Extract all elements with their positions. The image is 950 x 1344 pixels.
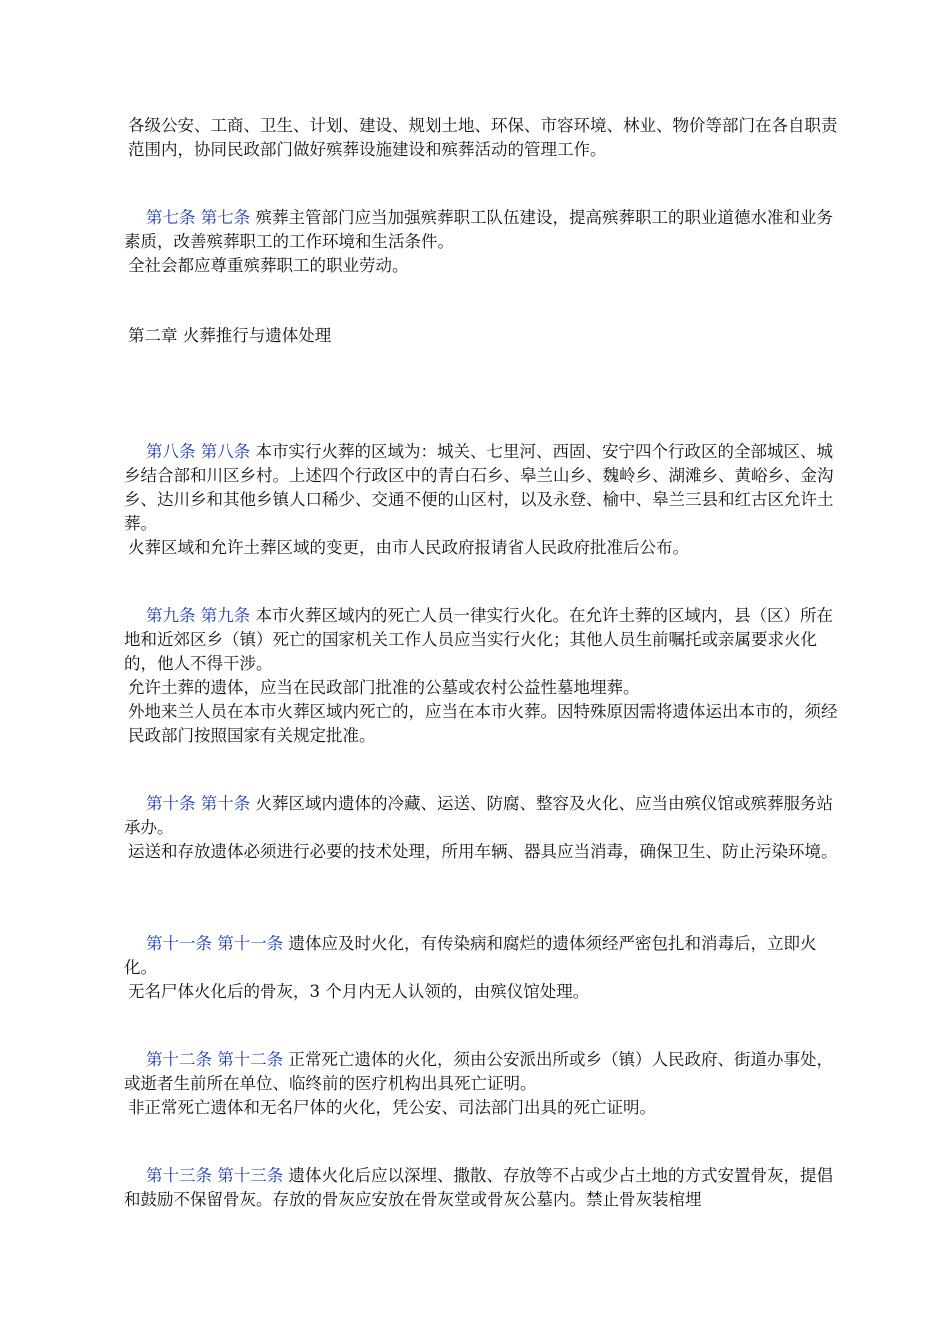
article-7-text: 殡葬主管部门应当加强殡葬职工队伍建设，提高殡葬职工的职业道德水准和业务素质，改善殡葬职工的工作环境和生活条件。 — [124, 208, 833, 251]
article-7-paragraph-2: 全社会都应尊重殡葬职工的职业劳动。 — [128, 256, 409, 275]
article-10-paragraph-2: 运送和存放遗体必须进行必要的技术处理，所用车辆、器具应当消毒，确保卫生、防止污染环境。 — [128, 842, 838, 861]
article-8-label-repeat: 第八条 — [200, 442, 251, 461]
article-13-text: 遗体火化后应以深埋、撒散、存放等不占或少占土地的方式安置骨灰，提倡和鼓励不保留骨灰。存放的骨灰应安放在骨灰堂或骨灰公墓内。禁止骨灰装棺埋 — [124, 1166, 833, 1209]
article-12 — [124, 1048, 836, 1096]
article-8 — [124, 440, 836, 536]
article-11-paragraph-2 — [124, 980, 840, 1004]
article-11-text: 遗体应及时火化，有传染病和腐烂的遗体须经严密包扎和消毒后，立即火化。 — [124, 934, 817, 977]
article-10-label: 第十条 — [146, 794, 196, 813]
article-7-label-repeat: 第七条 — [200, 208, 251, 227]
article-10-text: 火葬区域内遗体的冷藏、运送、防腐、整容及火化、应当由殡仪馆或殡葬服务站承办。 — [124, 794, 833, 837]
article-7-label: 第七条 — [146, 208, 196, 227]
paragraph-intro: 各级公安、工商、卫生、计划、建设、规划土地、环保、市容环境、林业、物价等部门在各自职责范围内，协同民政部门做好殡葬设施建设和殡葬活动的管理工作。 — [128, 116, 838, 159]
article-9-text: 本市火葬区域内的死亡人员一律实行火化。在允许土葬的区域内，县（区）所在地和近郊区乡（镇）死亡的国家机关工作人员应当实行火化；其他人员生前嘱托或亲属要求火化的，他人不得干涉。 — [124, 606, 833, 673]
article-8-paragraph-2: 火葬区域和允许土葬区域的变更，由市人民政府报请省人民政府批准后公布。 — [128, 538, 689, 557]
article-12-paragraph-2: 非正常死亡遗体和无名尸体的火化，凭公安、司法部门出具的死亡证明。 — [128, 1098, 656, 1117]
article-13-label: 第十三条 — [146, 1166, 212, 1185]
article-9 — [124, 604, 836, 676]
article-12-text: 正常死亡遗体的火化，须由公安派出所或乡（镇）人民政府、街道办事处，或逝者生前所在单位、临终前的医疗机构出具死亡证明。 — [124, 1050, 833, 1093]
article-7 — [124, 206, 836, 254]
article-9-paragraph-2: 允许土葬的遗体，应当在民政部门批准的公墓或农村公益性墓地埋葬。 — [128, 678, 640, 697]
article-11-label: 第十一条 — [146, 934, 212, 953]
article-11-p2-number: 3 — [309, 982, 320, 1001]
article-9-paragraph-3: 外地来兰人员在本市火葬区域内死亡的，应当在本市火葬。因特殊原因需将遗体运出本市的，须经民政部门按照国家有关规定批准。 — [128, 702, 838, 745]
article-13-label-repeat: 第十三条 — [217, 1166, 284, 1185]
article-13 — [124, 1164, 836, 1212]
chapter-heading: 第二章 火葬推行与遗体处理 — [128, 326, 332, 345]
article-11-p2-post: 个月内无人认领的，由殡仪馆处理。 — [325, 982, 590, 1001]
article-10 — [124, 792, 836, 840]
article-10-label-repeat: 第十条 — [200, 794, 251, 813]
article-8-label: 第八条 — [146, 442, 196, 461]
article-12-label: 第十二条 — [146, 1050, 212, 1069]
article-9-label: 第九条 — [146, 606, 196, 625]
article-9-label-repeat: 第九条 — [200, 606, 251, 625]
article-11-label-repeat: 第十一条 — [217, 934, 284, 953]
article-12-label-repeat: 第十二条 — [217, 1050, 284, 1069]
article-11-p2-pre: 无名尸体火化后的骨灰， — [128, 982, 310, 1001]
article-11 — [124, 932, 836, 980]
article-8-text: 本市实行火葬的区域为：城关、七里河、西固、安宁四个行政区的全部城区、城乡结合部和川区乡村。上述四个行政区中的青白石乡、皋兰山乡、魏岭乡、湖滩乡、黄峪乡、金沟乡、达川乡和其他乡镇人口稀少、交通不便的山区村，以及永登、榆中、皋兰三县和红古区允许土葬。 — [124, 442, 834, 533]
